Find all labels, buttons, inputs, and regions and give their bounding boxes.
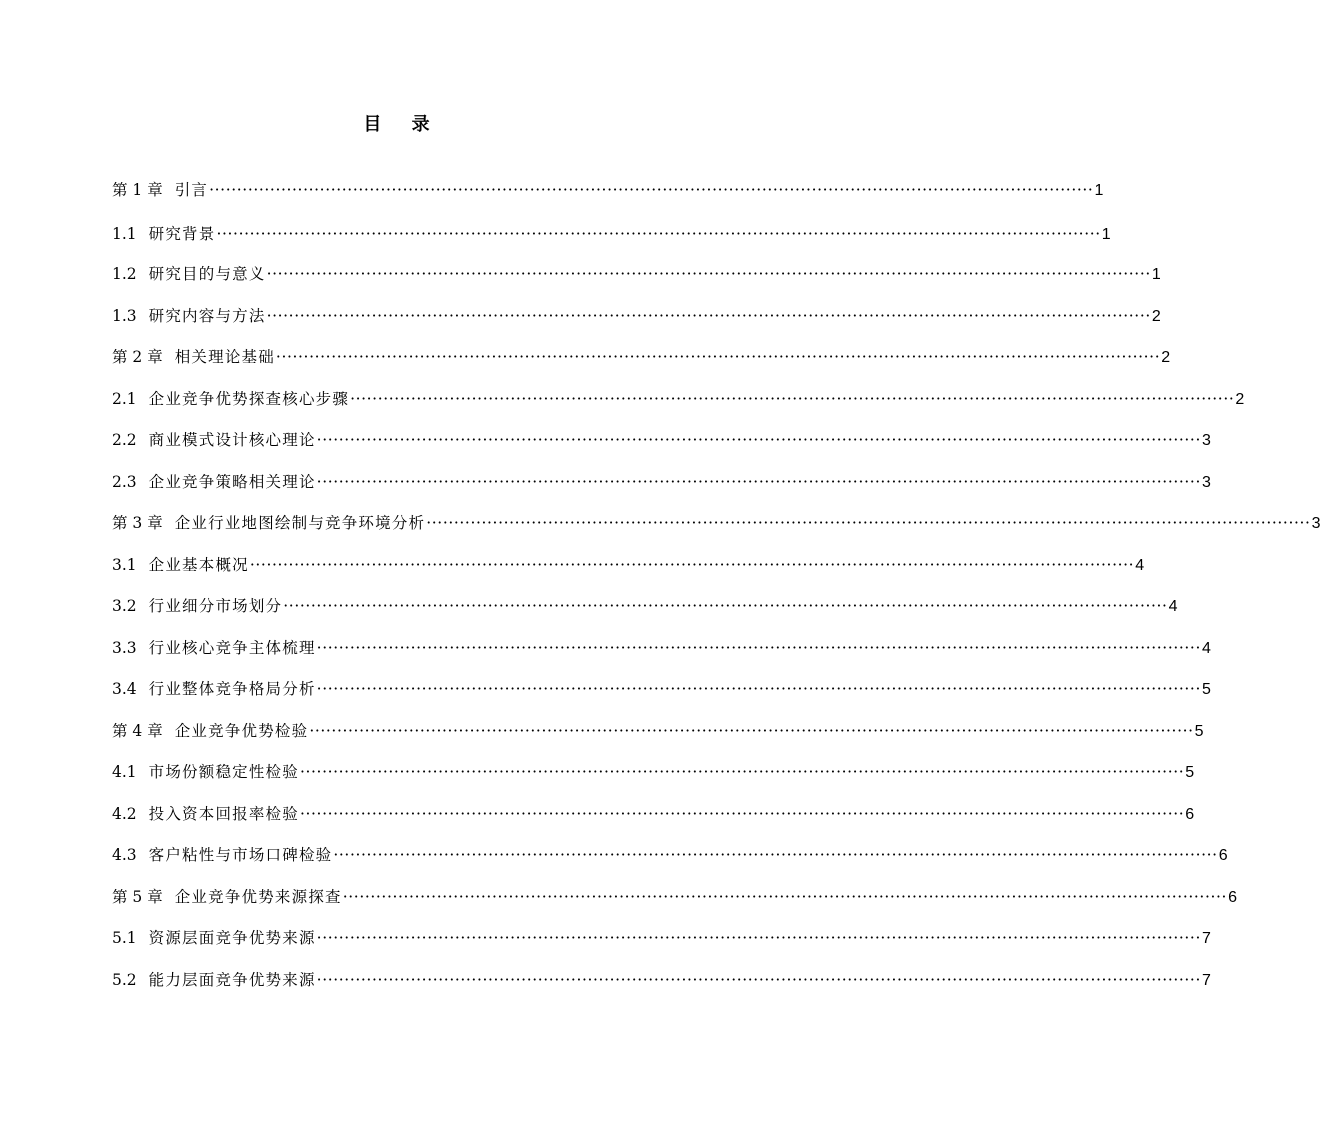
toc-entry-page: 7 [1202,972,1211,989]
toc-entry-title: 市场份额稳定性检验 [148,763,299,781]
toc-entry [112,802,1195,826]
toc-leader-dots: ································································································································································ [299,805,1185,823]
toc-entry-number: 2.3 [112,473,137,491]
toc-entry-number: 3.2 [112,597,137,615]
toc-entry-number: 3.1 [112,556,137,574]
toc-entry-number: 第 1 章 [112,181,163,199]
toc-entry-page: 5 [1194,723,1204,740]
toc-entry-page: 2 [1161,349,1171,366]
toc-entry-number: 5.1 [112,929,137,947]
toc-entry-page: 5 [1185,764,1195,781]
toc-entry-page: 6 [1228,889,1237,906]
toc-entry-number: 3.4 [112,680,137,698]
toc-entry [112,968,1211,992]
toc-entry-title: 研究内容与方法 [148,307,266,325]
toc-entry-title: 企业竞争优势探查核心步骤 [148,390,350,408]
toc-entry [112,553,1145,577]
toc-leader-dots: ································································································································································ [426,514,1311,532]
toc-entry-page: 3 [1311,515,1320,532]
toc-entry-page: 5 [1202,681,1211,698]
toc-leader-dots: ································································································································································ [209,181,1094,199]
toc-entry-title: 行业核心竞争主体梳理 [148,639,316,657]
toc-entry-title: 行业细分市场划分 [148,597,283,615]
toc-entry-title: 企业行业地图绘制与竞争环境分析 [174,514,426,532]
toc-leader-dots: ································································································································································ [316,473,1201,491]
toc-leader-dots: ································································································································································ [283,597,1168,615]
toc-leader-dots: ································································································································································ [316,431,1201,449]
toc-entry [112,262,1161,286]
toc-entry [112,885,1237,909]
toc-leader-dots: ································································································································································ [316,639,1201,657]
toc-entry-number: 3.3 [112,639,137,657]
toc-title: 目 录 [363,114,442,135]
toc-entry-title: 投入资本回报率检验 [148,805,299,823]
toc-leader-dots: ································································································································································ [316,680,1201,698]
toc-entry-page: 7 [1202,930,1211,947]
toc-entry-title: 客户粘性与市场口碑检验 [148,846,333,864]
toc-entry [112,677,1211,701]
toc-entry-page: 2 [1151,308,1161,325]
toc-entry [112,345,1171,369]
toc-entry [112,304,1161,328]
toc-entry-number: 2.2 [112,431,137,449]
toc-entry-page: 3 [1202,432,1211,449]
toc-entry [112,511,1320,535]
toc-entry-number: 2.1 [112,390,137,408]
toc-leader-dots: ································································································································································ [342,888,1228,906]
toc-entry [112,926,1211,950]
toc-entry [112,594,1178,618]
toc-entry-title: 商业模式设计核心理论 [148,431,316,449]
toc-entry-title: 行业整体竞争格局分析 [148,680,316,698]
toc-entry-title: 企业竞争优势检验 [174,722,309,740]
toc-entry-number: 第 4 章 [112,722,163,740]
toc-entry [112,470,1211,494]
toc-entry-page: 1 [1094,182,1104,199]
toc-entry-number: 1.2 [112,265,137,283]
toc-entry [112,222,1111,246]
toc-leader-dots: ································································································································································ [249,556,1135,574]
toc-entry-title: 企业基本概况 [148,556,249,574]
toc-entry [112,178,1104,202]
toc-entry-title: 企业竞争策略相关理论 [148,473,316,491]
toc-entry-title: 企业竞争优势来源探查 [174,888,342,906]
toc-entry-title: 相关理论基础 [174,348,275,366]
toc-leader-dots: ································································································································································ [275,348,1161,366]
toc-entry [112,428,1211,452]
toc-entry [112,843,1228,867]
toc-entry-title: 研究目的与意义 [148,265,266,283]
toc-leader-dots: ································································································································································ [350,390,1235,408]
toc-entry-number: 第 2 章 [112,348,163,366]
toc-entry-page: 2 [1235,391,1245,408]
toc-leader-dots: ································································································································································ [333,846,1218,864]
toc-entry-number: 4.2 [112,805,137,823]
toc-leader-dots: ································································································································································ [216,225,1101,243]
toc-entry-page: 4 [1202,640,1211,657]
toc-leader-dots: ································································································································································ [266,265,1151,283]
toc-entry-page: 4 [1135,557,1145,574]
toc-entry [112,387,1245,411]
toc-leader-dots: ································································································································································ [316,971,1201,989]
toc-entry-page: 4 [1168,598,1178,615]
toc-entry-page: 1 [1151,266,1161,283]
toc-entry-number: 第 5 章 [112,888,163,906]
toc-entry-page: 6 [1218,847,1228,864]
toc-entry-number: 4.3 [112,846,137,864]
toc-entry-title: 引言 [174,181,209,199]
toc-entry-page: 1 [1101,226,1111,243]
toc-leader-dots: ································································································································································ [316,929,1201,947]
toc-entry [112,719,1204,743]
toc-entry-number: 1.3 [112,307,137,325]
toc-entry-number: 1.1 [112,225,137,243]
toc-entry-page: 3 [1202,474,1211,491]
toc-entry-number: 4.1 [112,763,137,781]
toc-entry-number: 第 3 章 [112,514,163,532]
toc-entry-title: 资源层面竞争优势来源 [148,929,316,947]
toc-entry-title: 能力层面竞争优势来源 [148,971,316,989]
toc-entry-title: 研究背景 [148,225,216,243]
toc-leader-dots: ································································································································································ [266,307,1151,325]
toc-entry-number: 5.2 [112,971,137,989]
toc-leader-dots: ································································································································································ [299,763,1185,781]
toc-leader-dots: ································································································································································ [309,722,1194,740]
toc-entry-page: 6 [1185,806,1195,823]
toc-entry [112,760,1195,784]
toc-entry [112,636,1211,660]
